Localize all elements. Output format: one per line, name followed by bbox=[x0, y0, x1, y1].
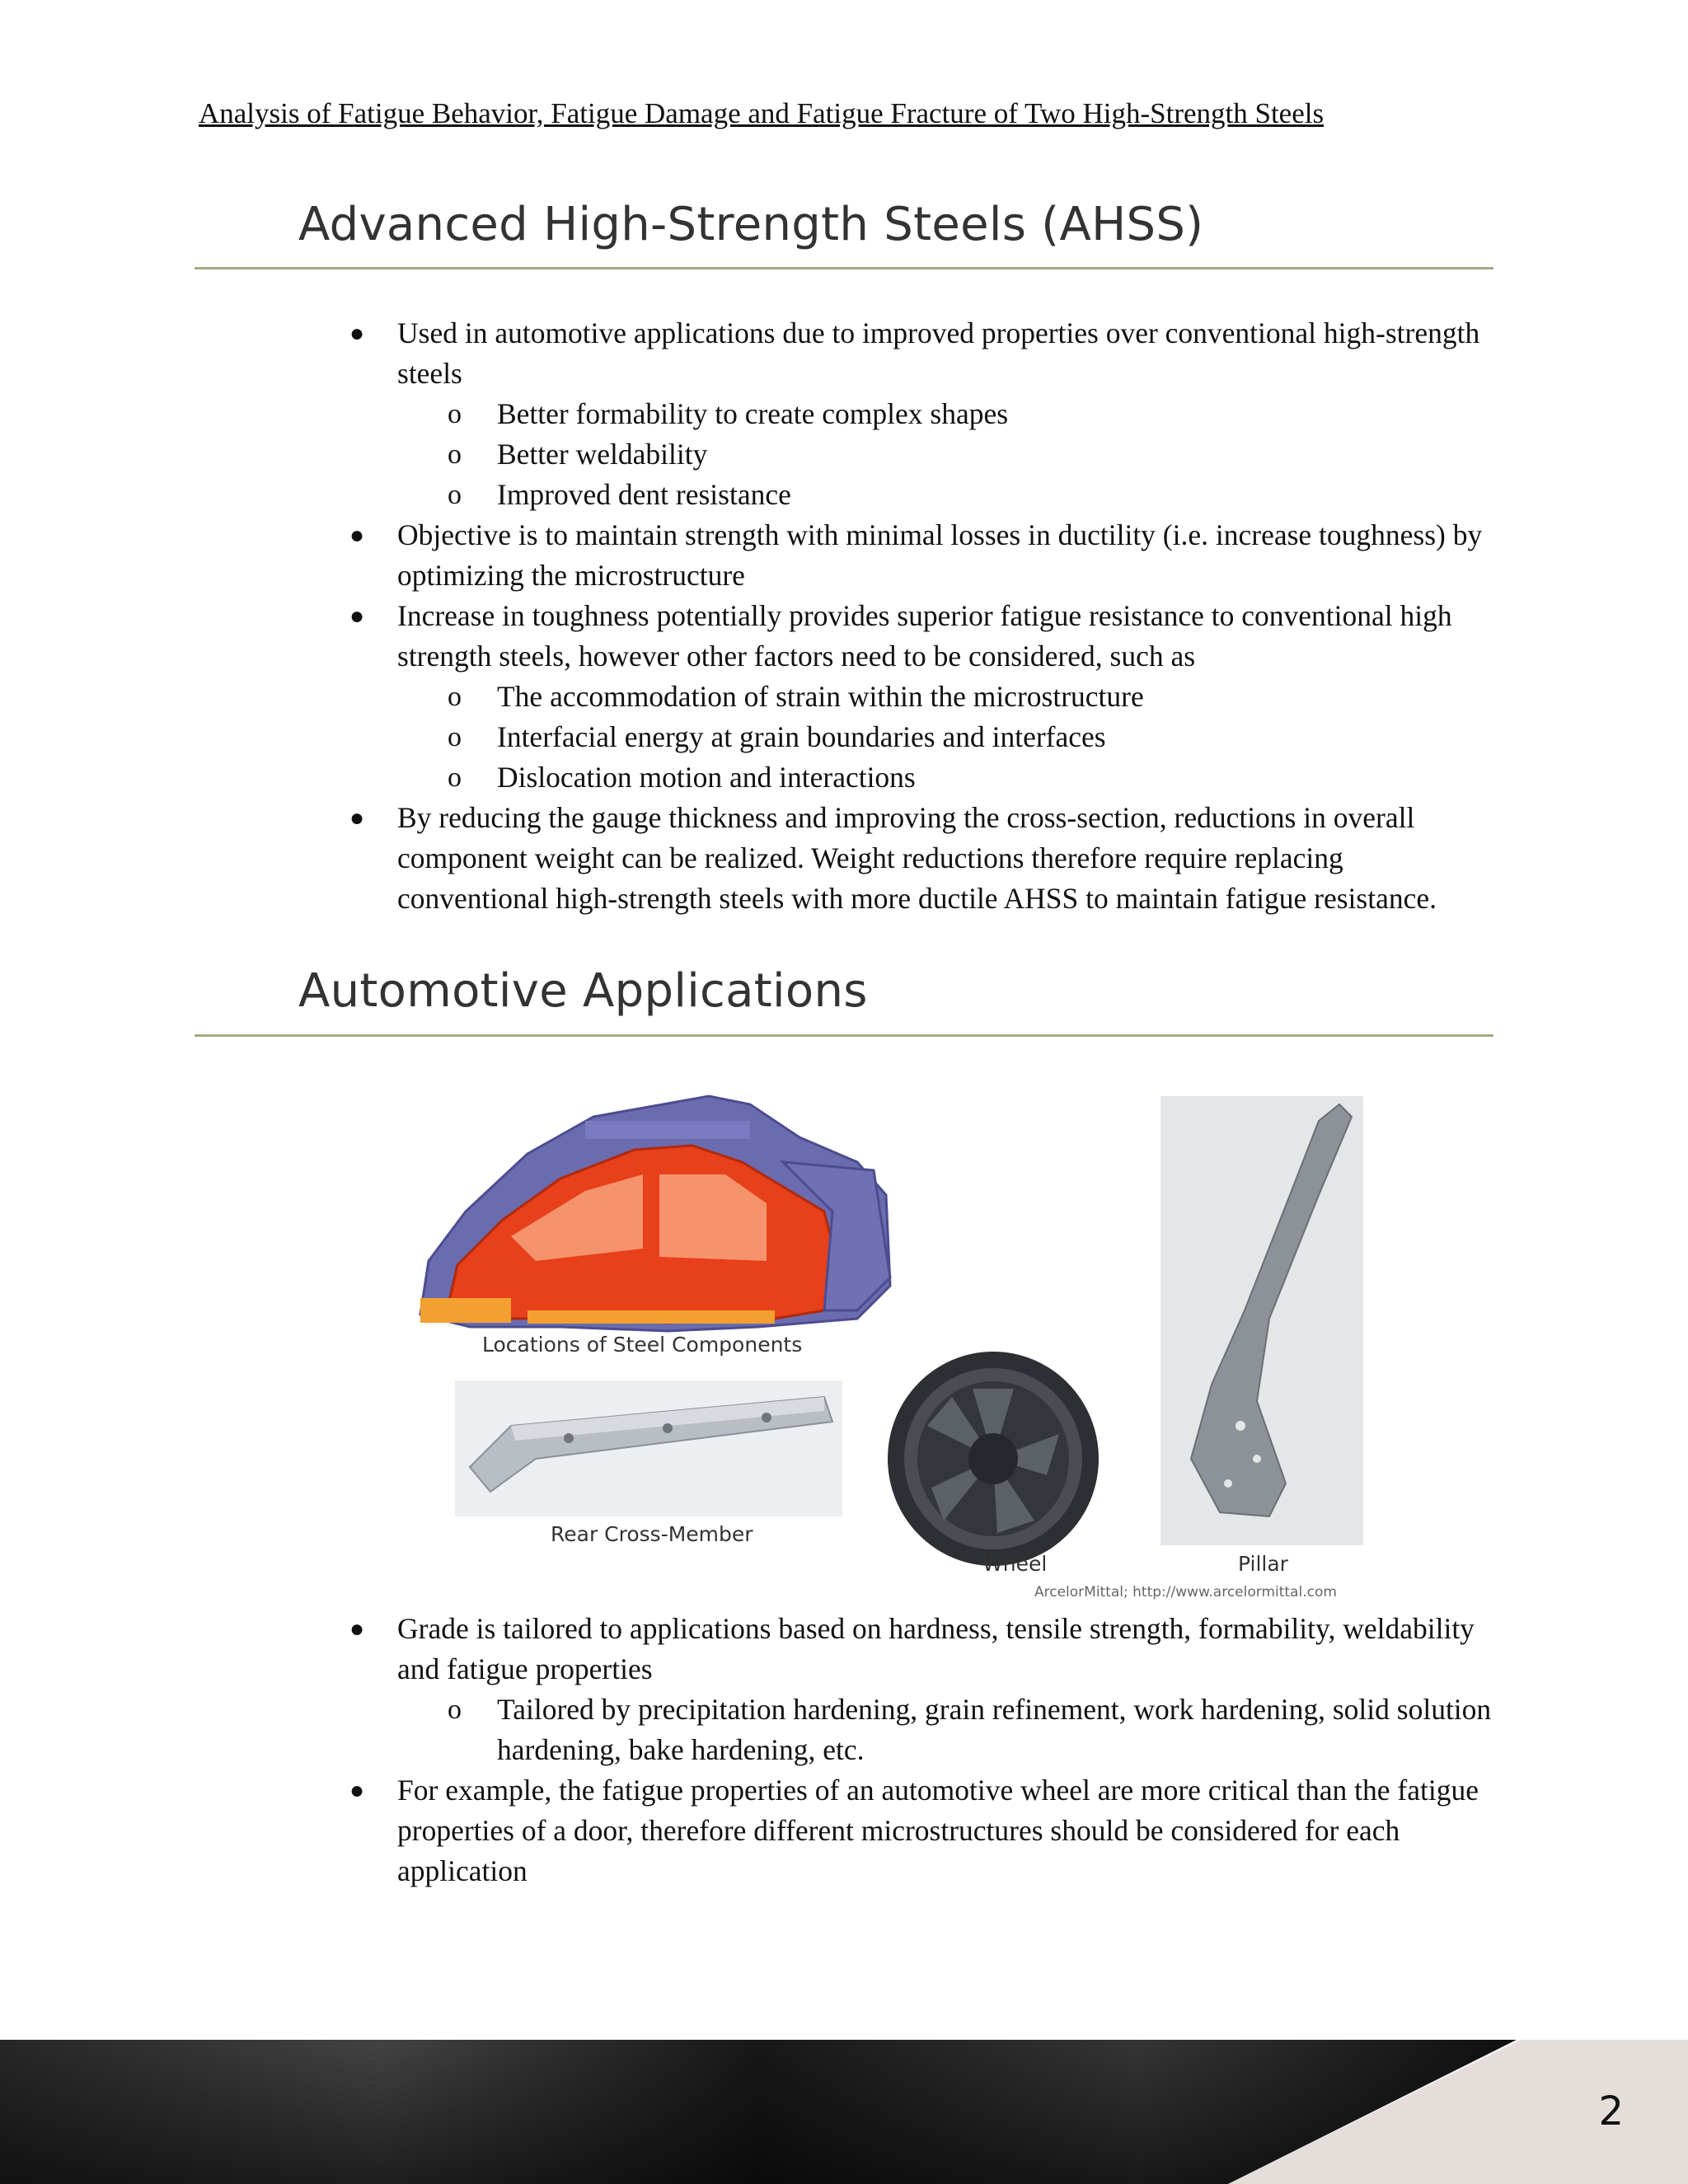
bullet-icon: ● bbox=[349, 1777, 365, 1804]
list-item: ● Increase in toughness potentially provides superior fatigue resistance to conventional high strength steels, however other factors need to be considered, such as bbox=[346, 596, 1500, 677]
section-title-ahss: Advanced High-Strength Steels (AHSS) bbox=[298, 198, 1204, 251]
list-item: ● For example, the fatigue properties of an automotive wheel are more critical than the fatigue properties of a door, therefore different microstructures should be considered for each application bbox=[346, 1770, 1500, 1891]
ahss-bullet-list bbox=[346, 313, 1500, 919]
automotive-bullet-list bbox=[346, 1609, 1500, 1891]
list-item: o Better formability to create complex shapes bbox=[346, 394, 1500, 434]
automotive-components-figure bbox=[396, 1071, 1368, 1607]
sub-bullet-icon: o bbox=[448, 1694, 462, 1725]
list-item: ● Grade is tailored to applications based on hardness, tensile strength, formability, weldability and fatigue properties bbox=[346, 1609, 1500, 1690]
section-rule bbox=[195, 1034, 1493, 1037]
list-item: ● Used in automotive applications due to improved properties over conventional high-strength steels bbox=[346, 313, 1500, 394]
bullet-icon: ● bbox=[349, 602, 365, 630]
running-header: Analysis of Fatigue Behavior, Fatigue Damage and Fatigue Fracture of Two High-Strength Steels bbox=[199, 97, 1325, 129]
car-body-image bbox=[420, 1096, 890, 1331]
list-item: ● Objective is to maintain strength with minimal losses in ductility (i.e. increase toughness) by optimizing the microstructure bbox=[346, 515, 1500, 596]
rear-cross-member-image bbox=[455, 1380, 842, 1516]
list-item: o The accommodation of strain within the microstructure bbox=[346, 677, 1500, 717]
page-number: 2 bbox=[1598, 2088, 1624, 2135]
sub-bullet-icon: o bbox=[448, 762, 462, 793]
section-title-automotive: Automotive Applications bbox=[298, 964, 868, 1018]
caption-cross-member: Rear Cross-Member bbox=[551, 1522, 753, 1546]
list-item: o Dislocation motion and interactions bbox=[346, 757, 1500, 798]
footer-decoration bbox=[0, 2040, 1688, 2184]
list-item: ● By reducing the gauge thickness and improving the cross-section, reductions in overall component weight can be realized. Weight reductions therefore require replacing conventional high-strength steels with more ductile AHSS to maintain fatigue resistance. bbox=[346, 798, 1500, 919]
list-item: o Better weldability bbox=[346, 434, 1500, 475]
caption-wheel: Wheel bbox=[982, 1552, 1048, 1576]
sub-bullet-icon: o bbox=[448, 439, 462, 470]
list-item: o Tailored by precipitation hardening, grain refinement, work hardening, solid solution hardening, bake hardening, etc. bbox=[346, 1690, 1500, 1770]
sub-bullet-icon: o bbox=[448, 480, 462, 510]
bullet-icon: ● bbox=[349, 320, 365, 347]
list-item: o Interfacial energy at grain boundaries and interfaces bbox=[346, 717, 1500, 757]
figure-credit: ArcelorMittal; http://www.arcelormittal.com bbox=[1034, 1584, 1337, 1601]
bullet-icon: ● bbox=[349, 522, 365, 549]
list-item: o Improved dent resistance bbox=[346, 475, 1500, 515]
sub-bullet-icon: o bbox=[448, 722, 462, 752]
sub-bullet-icon: o bbox=[448, 682, 462, 712]
bullet-icon: ● bbox=[349, 1615, 365, 1643]
caption-car: Locations of Steel Components bbox=[482, 1333, 803, 1357]
pillar-image bbox=[1160, 1096, 1363, 1545]
wheel-image bbox=[888, 1352, 1099, 1566]
section-rule bbox=[195, 267, 1493, 269]
caption-pillar: Pillar bbox=[1238, 1552, 1288, 1576]
bullet-icon: ● bbox=[349, 804, 365, 832]
sub-bullet-icon: o bbox=[448, 399, 462, 429]
